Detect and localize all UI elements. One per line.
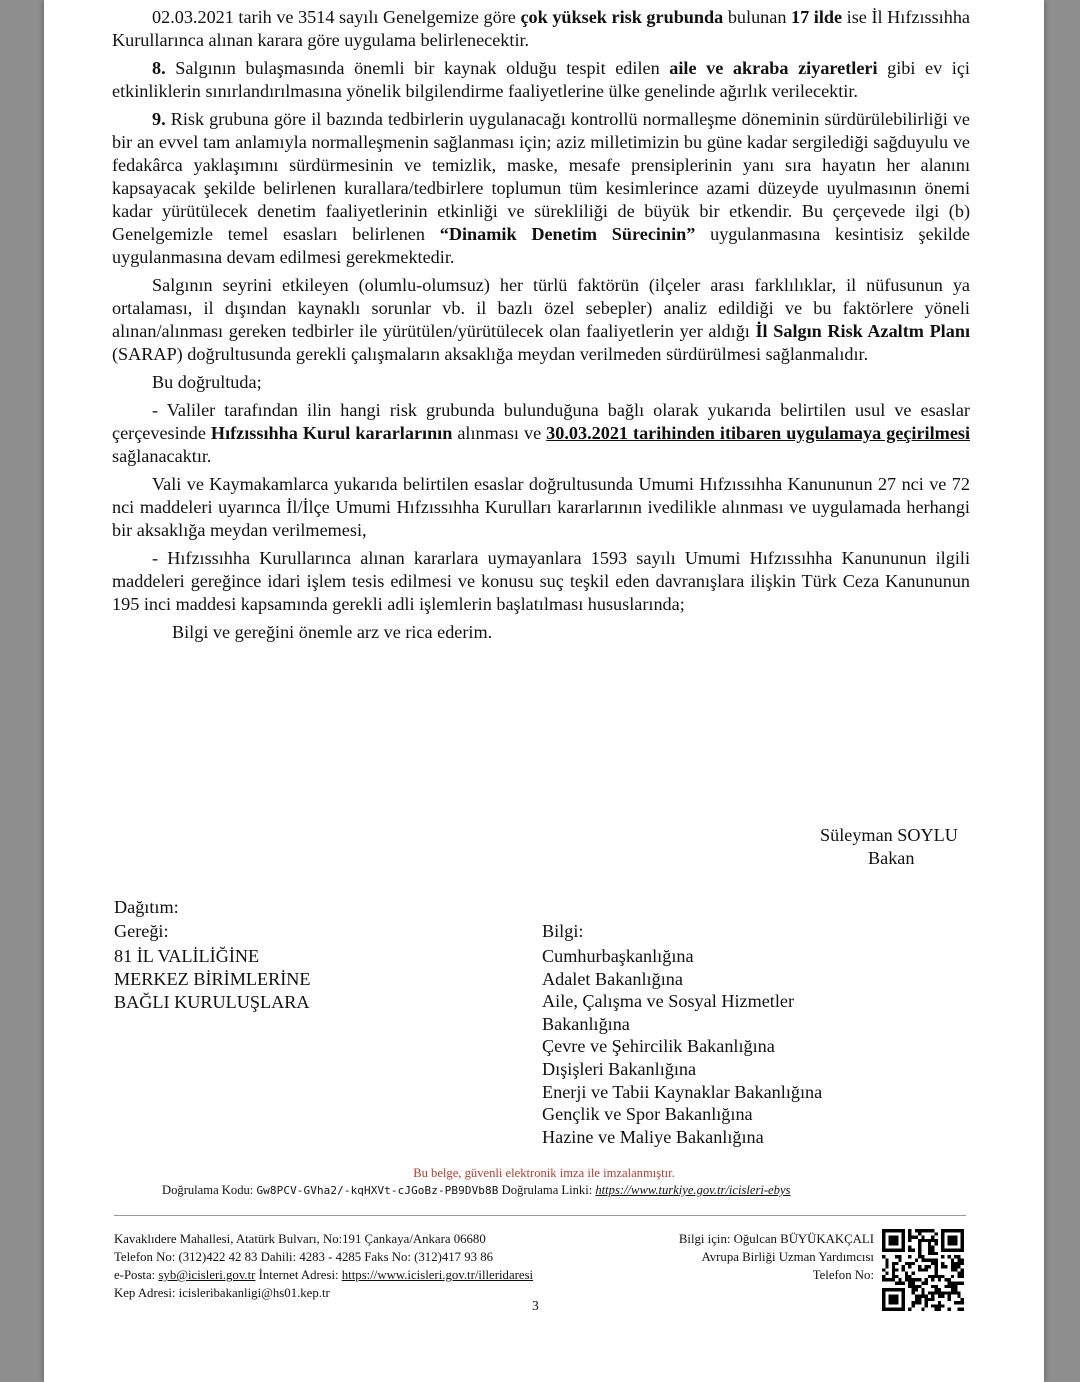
paragraph-valiler [112, 399, 970, 468]
signatory-name: Süleyman SOYLU [820, 825, 958, 845]
footer-contact-block [679, 1230, 874, 1284]
email-label: e-Posta: [114, 1268, 156, 1282]
verification-link-label: Doğrulama Linki: [501, 1183, 593, 1197]
text-run: sağlanacaktır. [112, 446, 212, 466]
list-item: Gençlik ve Spor Bakanlığına [542, 1104, 753, 1125]
page-number: 3 [532, 1298, 539, 1313]
text-run: uygulanmasına kesintisiz şekilde uygulanmasına devam edilmesi gerekmektedir. [112, 224, 971, 267]
text-run: Risk grubuna göre il bazında tedbirlerin uygulanacağı kontrollü normalleşme döneminin sürdürülebilirliği ve bir an evvel tam anlamıyla normalleşmenin sağlanması için; aziz milletimizin bu güne kadar sergilediği sağduyulu ve fedakârca yaklaşımını sürdürmesinin ve temizlik, maske, mesafe prensiplerinin yanı sıra hayatın her alanını kapsayacak şekilde belirlenen kurallara/tedbirlere toplumun tüm kesimlerince azami düzeyde uyulmasının önemi kadar yürütülecek denetim faaliyetlerinin etkinliği ve sürekliliği de büyük bir etkendir. Bu çerçevede ilgi (b) Genelgemizle temel esasları belirlenen [112, 109, 970, 244]
text-run: ise İl Hıfzıssıhha Kurullarınca alınan karara göre uygulama belirlenecektir. [112, 7, 970, 50]
footer-contact-line [114, 1266, 533, 1284]
signatory-title: Bakan [868, 848, 915, 868]
bold-run: İl Salgın Risk Azaltm Planı [755, 321, 970, 341]
text-run: alınması ve [452, 423, 547, 443]
footer-address-block [114, 1230, 533, 1302]
bold-run: 17 ilde [791, 7, 843, 27]
text-run: 02.03.2021 tarih ve 3514 sayılı Genelgemize göre [152, 7, 521, 27]
text-run: gibi ev içi etkinliklerin sınırlandırılmasına yönelik bilgilendirme faaliyetlerine ülke genelinde ağırlık verilecektir. [112, 58, 970, 101]
paragraph-ceza: - Hıfzıssıhha Kurullarınca alınan kararlara uymayanlara 1593 sayılı Umumi Hıfzıssıhha Kanununun ilgili maddeleri gereğince idari işlem tesis edilmesi ve konusu suç teşkil eden davranışlara ilişkin Türk Ceza Kanununun 195 inci maddesi kapsamında gerekli adli işlemlerin başlatılması hususlarında; [112, 548, 970, 614]
list-item: Enerji ve Tabii Kaynaklar Bakanlığına [542, 1081, 823, 1102]
paragraph-closing: Bilgi ve gereğini önemle arz ve rica ederim. [172, 622, 493, 642]
document-page [44, 0, 1044, 1382]
qr-code-icon [882, 1229, 964, 1311]
footer-kep: Kep Adresi: icisleribakanligi@hs01.kep.tr [114, 1286, 330, 1300]
bold-run: aile ve akraba ziyaretleri [669, 58, 878, 78]
list-item: Hazine ve Maliye Bakanlığına [542, 1126, 764, 1147]
distribution-label: Dağıtım: [114, 897, 179, 917]
contact-title: Avrupa Birliği Uzman Yardımcısı [701, 1250, 874, 1264]
gereg-list [114, 945, 311, 1014]
gereg-label: Gereği: [114, 921, 169, 941]
verification-code-label: Doğrulama Kodu: [162, 1183, 254, 1197]
bold-run: Hıfzıssıhha Kurul kararlarının [210, 423, 453, 443]
list-item: Aile, Çalışma ve Sosyal Hizmetler [542, 991, 795, 1012]
web-link[interactable]: https://www.icisleri.gov.tr/illeridaresi [341, 1268, 534, 1282]
text-run: (SARAP) doğrultusunda gerekli çalışmaların aksaklığa meydan verilmeden sürdürülmesi sağlanmalıdır. [112, 344, 869, 364]
item-number: 8. [152, 58, 166, 78]
distribution-gereg [114, 920, 311, 1014]
paragraph-bu-dogrultuda: Bu doğrultuda; [152, 372, 262, 392]
paragraph-sarap [112, 274, 970, 366]
list-item: Bakanlığına [542, 1013, 630, 1034]
verification-line [162, 1183, 790, 1198]
text-run: - Valiler tarafından ilin hangi risk grubunda bulunduğuna bağlı olarak yukarıda belirtilen usul ve esaslar çerçevesinde [112, 400, 970, 443]
distribution-bilgi [542, 920, 822, 1148]
list-item: Adalet Bakanlığına [542, 968, 683, 989]
document-body [112, 6, 970, 649]
esign-note: Bu belge, güvenli elektronik imza ile imzalanmıştır. [413, 1166, 675, 1180]
bold-underlined-run: 30.03.2021 tarihinden itibaren uygulamaya geçirilmesi [546, 423, 971, 443]
list-item: BAĞLI KURULUŞLARA [114, 992, 310, 1012]
paragraph-item-8 [112, 57, 970, 103]
email-link[interactable]: syb@icisleri.gov.tr [158, 1268, 256, 1282]
bilgi-label: Bilgi: [542, 921, 584, 941]
text-run: bulunan [723, 7, 792, 27]
contact-person: Bilgi için: Oğulcan BÜYÜKAKÇALI [678, 1232, 874, 1246]
verification-link[interactable]: https://www.turkiye.gov.tr/icisleri-ebys [595, 1183, 791, 1197]
text-run: Salgının seyrini etkileyen (olumlu-olumsuz) her türlü faktörün (ilçeler arası farklılıklar, il nüfusunun ya ortalaması, il dışından kaynaklı sorunlar vb. il bazlı özel sebepler) analiz edildiği ve bu faktörlere yöneli alınan/alınması gereken tedbirler ile yürütülen/yürütülecek olan faaliyetlerin yer aldığı [112, 275, 970, 341]
verification-code: Gw8PCV-GVha2/-kqHXVt-cJGoBz-PB9DVb8B [256, 1184, 499, 1197]
list-item: MERKEZ BİRİMLERİNE [114, 969, 311, 989]
web-label: İnternet Adresi: [258, 1268, 339, 1282]
footer-address: Kavaklıdere Mahallesi, Atatürk Bulvarı, No:191 Çankaya/Ankara 06680 [114, 1232, 486, 1246]
list-item: 81 İL VALİLİĞİNE [114, 946, 260, 966]
bold-run: “Dinamik Denetim Sürecinin” [439, 224, 696, 244]
contact-phone: Telefon No: [812, 1268, 874, 1282]
list-item: Çevre ve Şehircilik Bakanlığına [542, 1036, 775, 1057]
text-run: Salgının bulaşmasında önemli bir kaynak olduğu tespit edilen [165, 58, 670, 78]
paragraph-item-9 [112, 108, 970, 269]
bold-run: çok yüksek risk grubunda [520, 7, 724, 27]
list-item: Cumhurbaşkanlığına [542, 946, 694, 967]
paragraph-risk-group [112, 6, 970, 52]
footer-divider [114, 1215, 966, 1216]
paragraph-kaymakamlar: Vali ve Kaymakamlarca yukarıda belirtilen esaslar doğrultusunda Umumi Hıfzıssıhha Kanununun 27 nci ve 72 nci maddeleri uyarınca İl/İlçe Umumi Hıfzıssıhha Kurulları kararlarının ivedilikle alınması ve uygulamada herhangi bir aksaklığa meydan verilmemesi, [112, 474, 970, 540]
list-item: Dışişleri Bakanlığına [542, 1059, 697, 1080]
footer-phone: Telefon No: (312)422 42 83 Dahili: 4283 - 4285 Faks No: (312)417 93 86 [114, 1250, 494, 1264]
item-number: 9. [152, 109, 166, 129]
bilgi-list [542, 945, 822, 1148]
